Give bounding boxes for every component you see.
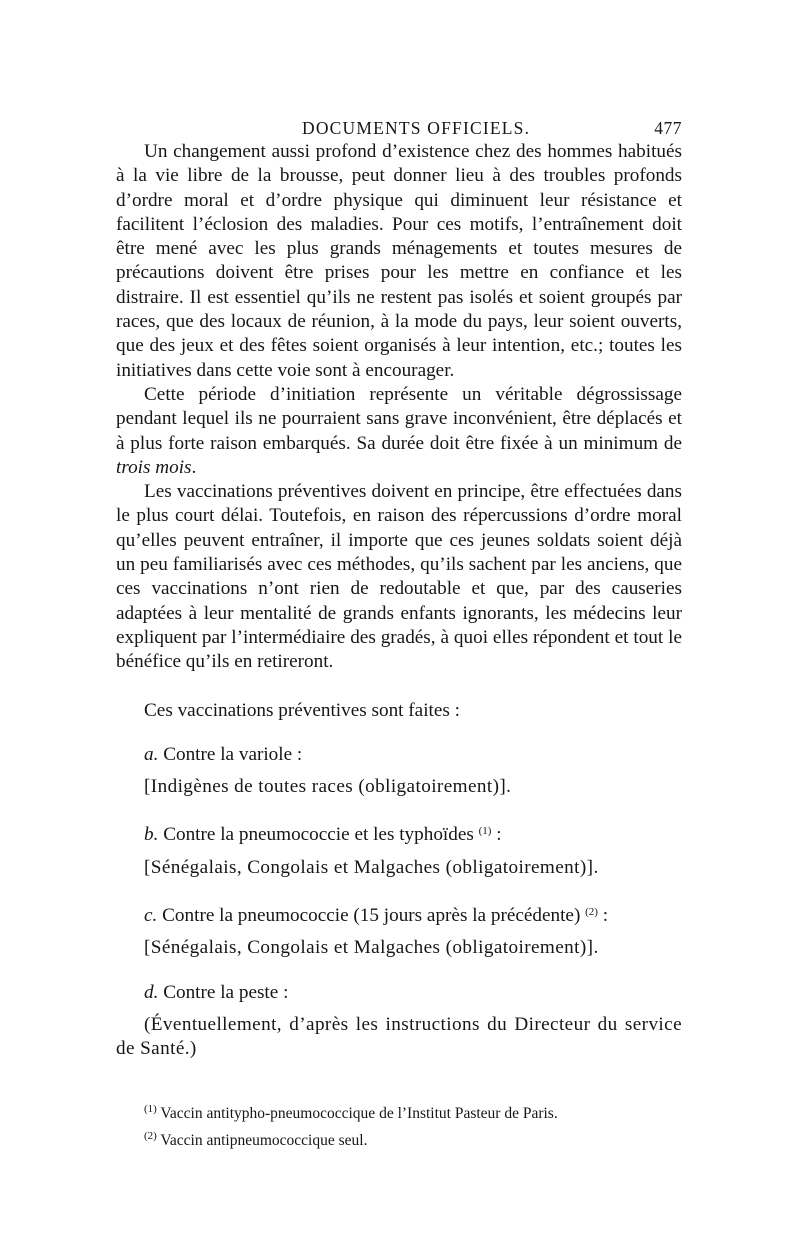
paragraph-2 (116, 383, 682, 480)
footnote-1 (144, 1098, 682, 1125)
item-a-letter: a. (144, 743, 159, 765)
page-number: 477 (654, 118, 682, 138)
item-d-letter: d. (144, 981, 159, 1003)
vaccination-item-c (116, 900, 682, 961)
item-a-title: Contre la variole : (163, 743, 303, 765)
item-c-heading (116, 900, 682, 928)
item-d-heading (116, 981, 682, 1005)
footnotes (116, 1098, 682, 1152)
item-a-heading (116, 743, 682, 767)
item-d-detail: (Éventuellement, d’après les instructions du Directeur du service de Santé.) (116, 1013, 682, 1060)
item-b-heading (116, 819, 682, 847)
paragraph-2-end: . (191, 456, 197, 478)
footnote-2 (144, 1125, 682, 1152)
paragraph-1: Un changement aussi profond d’existence chez des hommes habitués à la vie libre de la brousse, peut donner lieu à des troubles profonds d’ordre moral et d’ordre physique qui diminuent leur résistance et facilitent l’éclosion des maladies. Pour ces motifs, l’entraînement doit être mené avec les plus grands ménagements et toutes mesures de précautions doivent être prises pour les mettre en confiance et les distraire. Il est essentiel qu’ils ne restent pas isolés et soient groupés par races, que des locaux de réunion, à la mode du pays, leur soient ouverts, que des jeux et des fêtes soient organisés à leur intention, etc.; toutes les initiatives dans cette voie sont à encourager. (116, 141, 682, 381)
item-b-letter: b. (144, 824, 159, 846)
item-c-letter: c. (144, 905, 158, 927)
item-c-detail: [Sénégalais, Congolais et Malgaches (obligatoirement)]. (144, 937, 599, 959)
item-c-suffix: : (597, 905, 609, 927)
vaccination-intro: Ces vaccinations préventives sont faites : (144, 699, 460, 721)
paragraph-2-text: Cette période d’initiation représente un véritable dégrossissage pendant lequel ils ne pourraient sans grave inconvénient, être déplacés et à plus forte raison embarqués. Sa durée doit être fixée à un minimum de (116, 383, 682, 454)
item-a-detail: [Indigènes de toutes races (obligatoirement)]. (144, 776, 512, 798)
item-b-footnote-ref: (1) (478, 825, 492, 838)
running-header (116, 110, 682, 140)
running-title: DOCUMENTS OFFICIELS. (302, 118, 531, 138)
item-b-detail: [Sénégalais, Congolais et Malgaches (obligatoirement)]. (144, 856, 599, 878)
footnote-1-mark: (1) (144, 1102, 157, 1115)
item-b-suffix: : (491, 824, 502, 846)
item-c-title: Contre la pneumococcie (15 jours après la précédente) (162, 905, 586, 927)
vaccination-item-a (116, 743, 682, 800)
item-b-title: Contre la pneumococcie et les typhoïdes (163, 824, 479, 846)
document-page (116, 110, 682, 1152)
footnote-2-text: Vaccin antipneumococcique seul. (156, 1131, 368, 1149)
paragraph-3: Les vaccinations préventives doivent en principe, être effectuées dans le plus court délai. Toutefois, en raison des répercussions d’ordre moral qu’elles peuvent entraîner, il importe que ces jeunes soldats soient déjà un peu familiarisés avec ces méthodes, qu’ils sachent par les anciens, que ces vaccinations n’ont rien de redoutable et que, par des causeries adaptées à leur mentalité de grands enfants ignorants, les médecins leur expliquent par l’intermédiaire des gradés, à quoi elles répondent et tout le bénéfice qu’ils en retireront. (116, 481, 682, 673)
item-c-footnote-ref: (2) (585, 906, 598, 919)
vaccination-item-b (116, 819, 682, 880)
item-d-title: Contre la peste : (163, 981, 289, 1003)
footnote-2-mark: (2) (144, 1129, 157, 1142)
footnote-1-text: Vaccin antitypho-pneumococcique de l’Institut Pasteur de Paris. (156, 1104, 558, 1122)
vaccination-item-d (116, 981, 682, 1062)
paragraph-2-emphasis: trois mois (116, 456, 192, 478)
